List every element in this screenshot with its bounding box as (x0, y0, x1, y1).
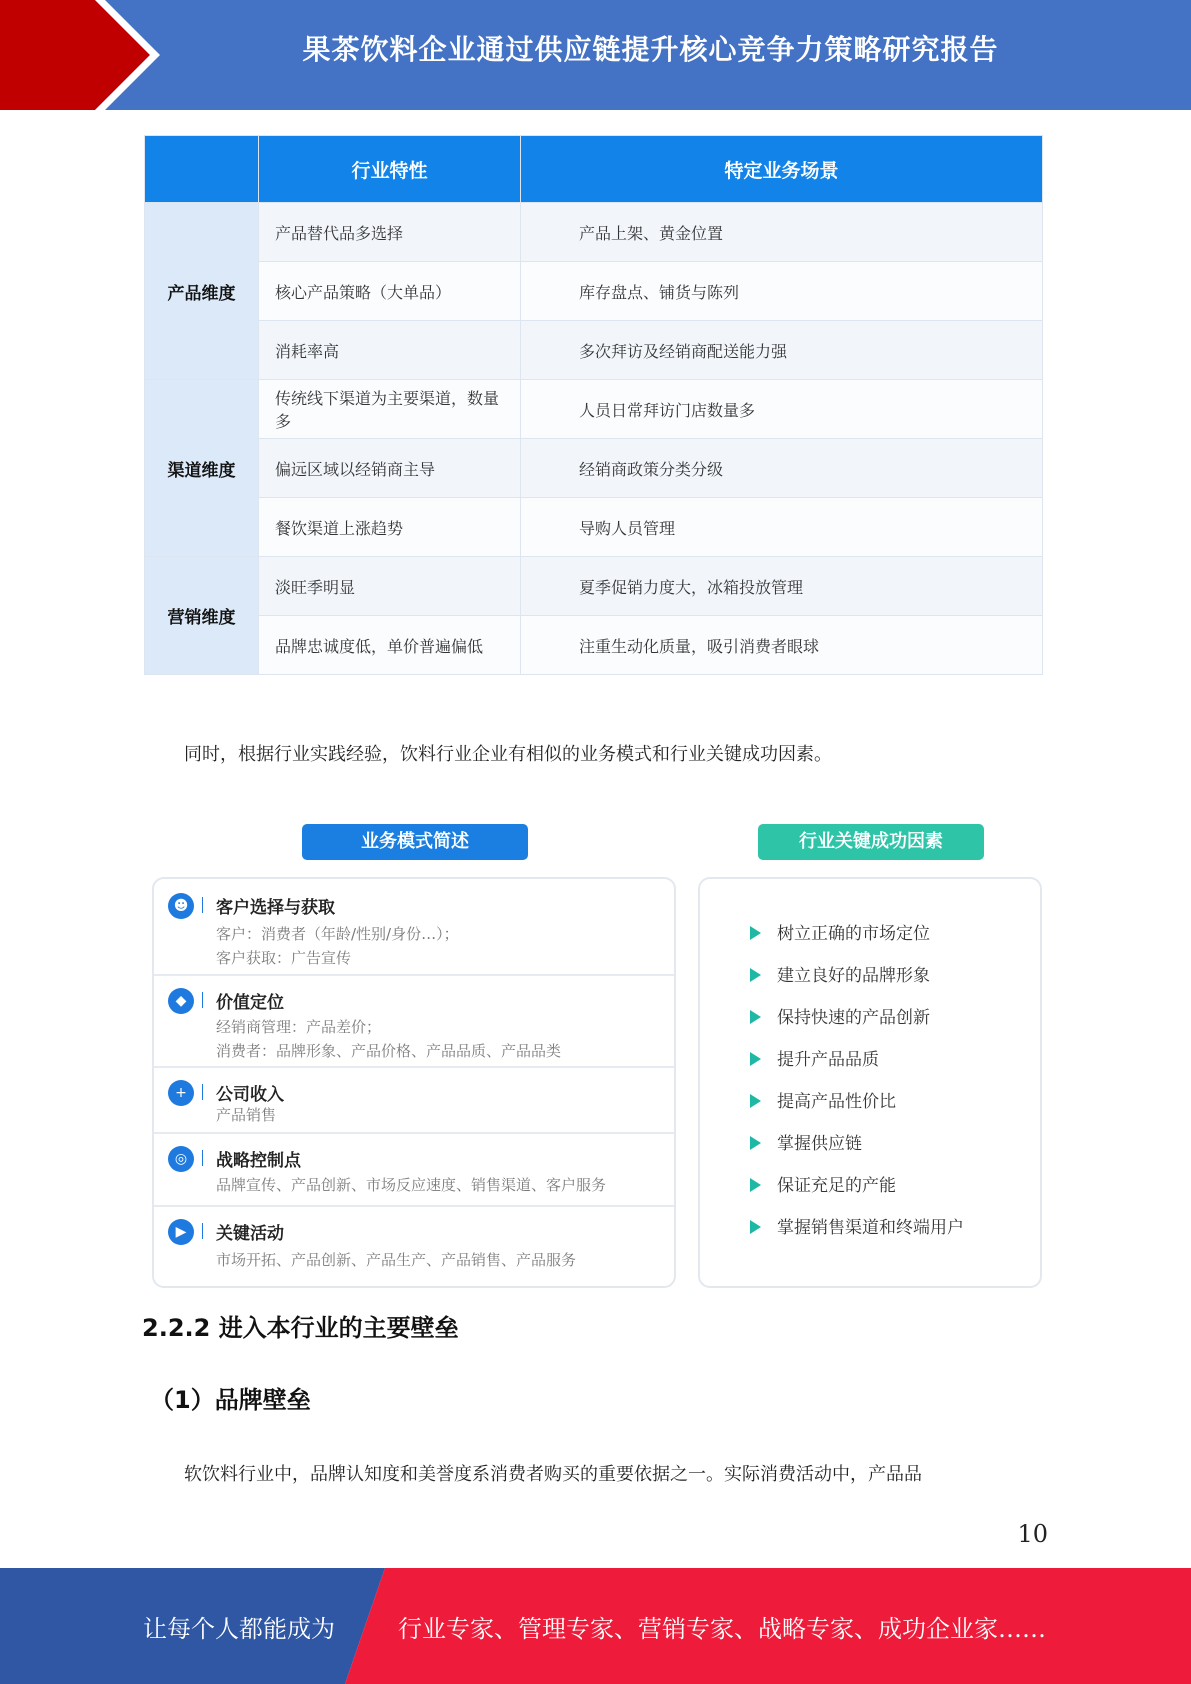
divider (202, 1084, 203, 1100)
footer-slogan-left: 让每个人都能成为 (143, 1615, 335, 1643)
scene-cell: 导购人员管理 (521, 498, 1043, 557)
list-item (154, 879, 674, 976)
item-detail: 客户获取：广告宣传 (216, 949, 352, 967)
divider (202, 1150, 203, 1166)
list-item (154, 974, 674, 1068)
table-row (145, 498, 1043, 557)
scene-cell: 经销商政策分类分级 (521, 439, 1043, 498)
trait-cell: 餐饮渠道上涨趋势 (259, 498, 521, 557)
dimension-cell: 渠道维度 (145, 380, 259, 557)
body-paragraph: 同时，根据行业实践经验，饮料行业企业有相似的业务模式和行业关键成功因素。 (184, 744, 832, 765)
item-title: 关键活动 (216, 1224, 284, 1244)
trait-cell: 偏远区域以经销商主导 (259, 439, 521, 498)
trait-cell: 核心产品策略（大单品） (259, 262, 521, 321)
item-detail: 产品销售 (216, 1106, 277, 1124)
page-number: 10 (1017, 1520, 1048, 1548)
list-item (154, 1066, 674, 1134)
scene-cell: 库存盘点、铺货与陈列 (521, 262, 1043, 321)
target-icon: ◎ (168, 1146, 194, 1172)
table-row (145, 557, 1043, 616)
triangle-bullet-icon (750, 1178, 761, 1192)
coins-plus-icon: + (168, 1080, 194, 1106)
dimension-cell: 营销维度 (145, 557, 259, 675)
item-title: 价值定位 (216, 993, 284, 1013)
report-title: 果茶饮料企业通过供应链提升核心竞争力策略研究报告 (302, 33, 999, 66)
item-detail: 品牌宣传、产品创新、市场反应速度、销售渠道、客户服务 (216, 1176, 607, 1194)
trait-cell: 传统线下渠道为主要渠道，数量多 (259, 380, 521, 439)
table-row (145, 616, 1043, 675)
body-paragraph: 软饮料行业中，品牌认知度和美誉度系消费者购买的重要依据之一。实际消费活动中，产品品 (184, 1464, 922, 1485)
ksf-heading: 行业关键成功因素 (758, 824, 984, 860)
item-detail: 客户：消费者（年龄/性别/身份…）； (216, 925, 459, 943)
page-footer (0, 1568, 1191, 1684)
table-row (145, 439, 1043, 498)
section-heading: 2.2.2 进入本行业的主要壁垒 (142, 1314, 459, 1342)
item-detail: 消费者：品牌形象、产品价格、产品品质、产品品类 (216, 1042, 562, 1060)
scene-cell: 多次拜访及经销商配送能力强 (521, 321, 1043, 380)
triangle-bullet-icon (750, 1010, 761, 1024)
list-item: 保持快速的产品创新 (750, 1003, 930, 1028)
item-title: 公司收入 (216, 1085, 284, 1105)
diamond-icon: ◆ (168, 988, 194, 1014)
table-header-row (145, 136, 1043, 203)
business-model-panel (152, 877, 676, 1288)
trait-cell: 产品替代品多选择 (259, 203, 521, 262)
item-detail: 市场开拓、产品创新、产品生产、产品销售、产品服务 (216, 1251, 577, 1269)
triangle-bullet-icon (750, 926, 761, 940)
page-header (0, 0, 1191, 110)
list-item: 掌握供应链 (750, 1129, 862, 1154)
table-corner-cell (145, 136, 259, 203)
trait-cell: 消耗率高 (259, 321, 521, 380)
triangle-bullet-icon (750, 1136, 761, 1150)
divider (202, 992, 203, 1008)
divider (202, 897, 203, 913)
triangle-bullet-icon (750, 1052, 761, 1066)
list-item: 建立良好的品牌形象 (750, 961, 930, 986)
list-item: 提升产品品质 (750, 1045, 879, 1070)
list-item (154, 1205, 674, 1284)
subsection-heading: （1）品牌壁垒 (150, 1386, 311, 1414)
table-row (145, 321, 1043, 380)
table-row (145, 380, 1043, 439)
item-title: 战略控制点 (216, 1151, 301, 1171)
scene-cell: 人员日常拜访门店数量多 (521, 380, 1043, 439)
divider (202, 1223, 203, 1239)
list-item: 掌握销售渠道和终端用户 (750, 1213, 964, 1238)
scene-cell: 夏季促销力度大，冰箱投放管理 (521, 557, 1043, 616)
triangle-bullet-icon (750, 1220, 761, 1234)
speaker-icon: ▶ (168, 1219, 194, 1245)
trait-cell: 品牌忠诚度低，单价普遍偏低 (259, 616, 521, 675)
dimension-cell: 产品维度 (145, 203, 259, 380)
ksf-panel (698, 877, 1042, 1288)
list-item: 保证充足的产能 (750, 1171, 896, 1196)
list-item: 树立正确的市场定位 (750, 919, 930, 944)
footer-slogan-right: 行业专家、管理专家、营销专家、战略专家、成功企业家…… (398, 1615, 1046, 1643)
triangle-bullet-icon (750, 968, 761, 982)
list-item: 提高产品性价比 (750, 1087, 896, 1112)
item-title: 客户选择与获取 (216, 898, 335, 918)
list-item (154, 1132, 674, 1207)
table-row (145, 203, 1043, 262)
column-header-scenarios: 特定业务场景 (521, 136, 1043, 203)
item-detail: 经销商管理：产品差价； (216, 1018, 382, 1036)
table-row (145, 262, 1043, 321)
triangle-bullet-icon (750, 1094, 761, 1108)
column-header-traits: 行业特性 (259, 136, 521, 203)
business-model-heading: 业务模式简述 (302, 824, 528, 860)
scene-cell: 产品上架、黄金位置 (521, 203, 1043, 262)
users-icon: ☻ (168, 893, 194, 919)
industry-traits-table (144, 135, 1043, 675)
trait-cell: 淡旺季明显 (259, 557, 521, 616)
scene-cell: 注重生动化质量，吸引消费者眼球 (521, 616, 1043, 675)
